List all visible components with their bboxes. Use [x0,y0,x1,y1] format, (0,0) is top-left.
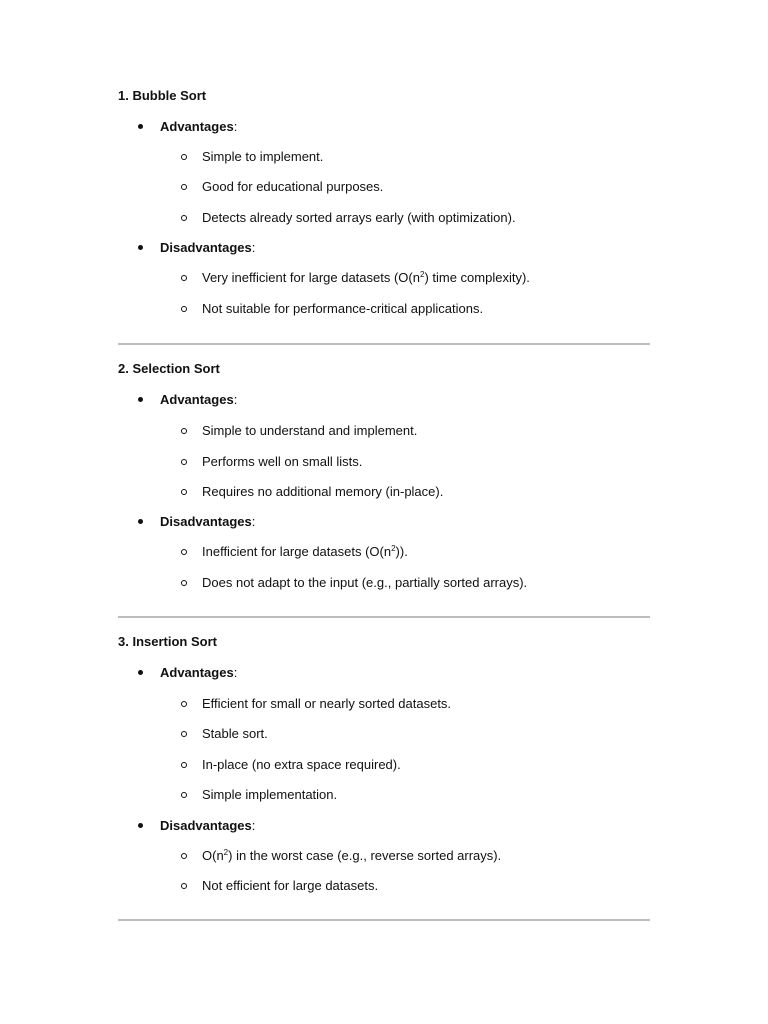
bullet-disc-icon [138,245,143,250]
bullet-disc-icon [138,519,143,524]
item-text-post: ) time complexity). [424,270,530,285]
item-text-pre: Does not adapt to the input (e.g., partially sorted arrays). [202,575,528,590]
item-text-sup: 2 [391,544,396,553]
item-text-sup: 2 [419,270,425,279]
item-text-sup: 2 [223,848,229,857]
list-item: Simple to implement. [202,149,324,164]
advantages-label-text: Advantages [160,392,234,407]
list-item [202,575,527,591]
item-text-pre: Very inefficient for large datasets (O(n [202,270,420,285]
label-colon: : [251,240,256,255]
bullet-circle-icon [181,762,187,768]
list-item [202,848,501,864]
bullet-circle-icon [181,701,187,707]
bullet-circle-icon [181,853,187,859]
list-item: In-place (no extra space required). [202,757,401,772]
list-item: Good for educational purposes. [202,179,384,194]
item-text-post: )). [395,544,408,559]
list-item [202,301,483,317]
bullet-circle-icon [181,459,187,465]
list-item [202,270,530,286]
list-item: Simple to understand and implement. [202,423,418,438]
section-heading: 3. Insertion Sort [118,634,217,649]
item-text-pre: Not efficient for large datasets. [202,878,379,893]
section-heading: 1. Bubble Sort [118,88,207,103]
disadvantages-label [160,514,255,530]
section-heading: 2. Selection Sort [118,361,220,376]
advantages-label-text: Advantages [160,665,234,680]
bullet-circle-icon [181,731,187,737]
item-text-pre: Not suitable for performance-critical applications. [202,301,484,316]
bullet-disc-icon [138,397,143,402]
horizontal-rule [118,919,650,921]
bullet-circle-icon [181,792,187,798]
horizontal-rule [118,343,650,345]
bullet-circle-icon [181,154,187,160]
label-colon: : [233,392,238,407]
list-item [202,544,408,560]
bullet-circle-icon [181,428,187,434]
bullet-circle-icon [181,489,187,495]
bullet-circle-icon [181,275,187,281]
list-item [202,878,378,894]
list-item: Efficient for small or nearly sorted datasets. [202,696,452,711]
advantages-label-text: Advantages [160,119,234,134]
bullet-disc-icon [138,124,143,129]
bullet-circle-icon [181,549,187,555]
label-colon: : [251,818,256,833]
label-colon: : [233,119,238,134]
bullet-disc-icon [138,670,143,675]
list-item: Requires no additional memory (in-place). [202,484,444,499]
horizontal-rule [118,616,650,618]
disadvantages-label [160,818,255,834]
item-text-pre: Inefficient for large datasets (O(n [202,544,392,559]
disadvantages-label [160,240,255,256]
bullet-circle-icon [181,306,187,312]
list-item: Detects already sorted arrays early (with optimization). [202,210,516,225]
item-text-pre: O(n [202,848,224,863]
advantages-label [160,665,237,681]
bullet-disc-icon [138,823,143,828]
label-colon: : [233,665,238,680]
list-item: Simple implementation. [202,787,338,802]
bullet-circle-icon [181,883,187,889]
advantages-label [160,392,237,408]
disadvantages-label-text: Disadvantages [160,514,252,529]
item-text-post: ) in the worst case (e.g., reverse sorted arrays). [228,848,502,863]
bullet-circle-icon [181,580,187,586]
advantages-label [160,119,237,135]
bullet-circle-icon [181,215,187,221]
bullet-circle-icon [181,184,187,190]
disadvantages-label-text: Disadvantages [160,240,252,255]
disadvantages-label-text: Disadvantages [160,818,252,833]
list-item: Performs well on small lists. [202,454,363,469]
label-colon: : [251,514,256,529]
list-item: Stable sort. [202,726,268,741]
